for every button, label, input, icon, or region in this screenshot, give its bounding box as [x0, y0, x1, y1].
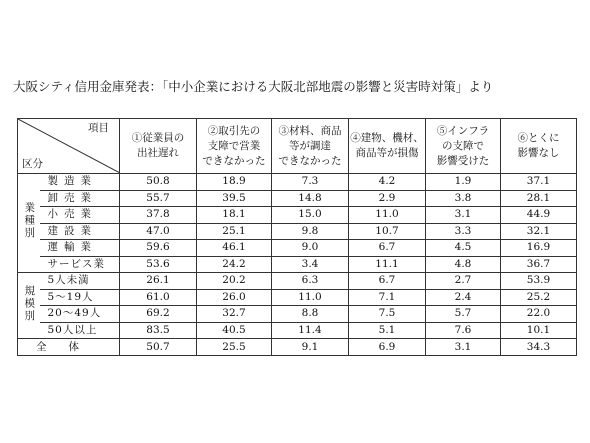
value-cell: 59.6 [120, 240, 197, 257]
value-cell: 4.5 [426, 240, 501, 257]
value-cell: 11.4 [272, 322, 349, 339]
row-label: 建設業 [40, 223, 120, 240]
header-corner [18, 119, 120, 174]
value-cell: 4.2 [349, 174, 426, 191]
value-cell: 1.9 [426, 174, 501, 191]
total-value-cell: 9.1 [272, 339, 349, 356]
total-value-cell: 34.3 [501, 339, 577, 356]
value-cell: 55.7 [120, 190, 197, 207]
value-cell: 32.1 [501, 223, 577, 240]
total-label: 全体 [18, 339, 120, 356]
corner-area-label: 区分 [22, 158, 43, 170]
value-cell: 5.7 [426, 306, 501, 323]
value-cell: 3.1 [426, 207, 501, 224]
column-header-1: ①従業員の 出社遅れ [120, 119, 197, 174]
value-cell: 3.4 [272, 256, 349, 273]
table-row [18, 174, 577, 191]
value-cell: 2.4 [426, 289, 501, 306]
value-cell: 6.3 [272, 273, 349, 290]
value-cell: 32.7 [197, 306, 272, 323]
row-label: 製造業 [40, 174, 120, 191]
value-cell: 36.7 [501, 256, 577, 273]
value-cell: 83.5 [120, 322, 197, 339]
value-cell: 7.5 [349, 306, 426, 323]
value-cell: 6.7 [349, 240, 426, 257]
total-value-cell: 50.7 [120, 339, 197, 356]
value-cell: 44.9 [501, 207, 577, 224]
value-cell: 22.0 [501, 306, 577, 323]
value-cell: 15.0 [272, 207, 349, 224]
value-cell: 24.2 [197, 256, 272, 273]
value-cell: 14.8 [272, 190, 349, 207]
value-cell: 10.1 [501, 322, 577, 339]
value-cell: 7.3 [272, 174, 349, 191]
column-header-2: ②取引先の 支障で営業 できなかった [197, 119, 272, 174]
value-cell: 16.9 [501, 240, 577, 257]
value-cell: 61.0 [120, 289, 197, 306]
value-cell: 7.1 [349, 289, 426, 306]
value-cell: 2.9 [349, 190, 426, 207]
table-row [18, 273, 577, 290]
value-cell: 25.2 [501, 289, 577, 306]
table-row [18, 190, 577, 207]
table-row [18, 256, 577, 273]
column-header-5: ⑤インフラ の支障で 影響受けた [426, 119, 501, 174]
column-header-3: ③材料、商品 等が調達 できなかった [272, 119, 349, 174]
value-cell: 11.1 [349, 256, 426, 273]
table-row [18, 306, 577, 323]
value-cell: 11.0 [349, 207, 426, 224]
value-cell: 11.0 [272, 289, 349, 306]
value-cell: 69.2 [120, 306, 197, 323]
value-cell: 2.7 [426, 273, 501, 290]
value-cell: 20.2 [197, 273, 272, 290]
group-label: 規模別 [23, 284, 36, 323]
value-cell: 25.1 [197, 223, 272, 240]
column-header-6: ⑥とくに 影響なし [501, 119, 577, 174]
value-cell: 26.1 [120, 273, 197, 290]
row-label: 50人以上 [40, 322, 120, 339]
value-cell: 9.8 [272, 223, 349, 240]
value-cell: 39.5 [197, 190, 272, 207]
corner-item-label: 項目 [88, 122, 109, 134]
value-cell: 46.1 [197, 240, 272, 257]
survey-table [17, 118, 577, 356]
value-cell: 26.0 [197, 289, 272, 306]
row-label: サービス業 [40, 256, 120, 273]
group-label-cell [18, 273, 40, 339]
total-value-cell: 25.5 [197, 339, 272, 356]
table-row [18, 322, 577, 339]
value-cell: 4.8 [426, 256, 501, 273]
value-cell: 50.8 [120, 174, 197, 191]
row-label: 5～19人 [40, 289, 120, 306]
table-row [18, 240, 577, 257]
row-label: 運輸業 [40, 240, 120, 257]
total-row [18, 339, 577, 356]
value-cell: 3.3 [426, 223, 501, 240]
value-cell: 53.6 [120, 256, 197, 273]
value-cell: 18.9 [197, 174, 272, 191]
table-body [18, 174, 577, 356]
row-label: 20～49人 [40, 306, 120, 323]
value-cell: 47.0 [120, 223, 197, 240]
group-label: 業種別 [23, 202, 36, 240]
table-row [18, 289, 577, 306]
value-cell: 18.1 [197, 207, 272, 224]
value-cell: 8.8 [272, 306, 349, 323]
value-cell: 5.1 [349, 322, 426, 339]
group-label-cell [18, 174, 40, 273]
page-title: 大阪シティ信用金庫発表：「中小企業における大阪北部地震の影響と災害時対策」より [13, 79, 494, 94]
value-cell: 9.0 [272, 240, 349, 257]
value-cell: 40.5 [197, 322, 272, 339]
value-cell: 3.8 [426, 190, 501, 207]
row-label: 卸売業 [40, 190, 120, 207]
value-cell: 28.1 [501, 190, 577, 207]
total-value-cell: 3.1 [426, 339, 501, 356]
total-value-cell: 6.9 [349, 339, 426, 356]
value-cell: 7.6 [426, 322, 501, 339]
value-cell: 10.7 [349, 223, 426, 240]
row-label: 小売業 [40, 207, 120, 224]
value-cell: 37.1 [501, 174, 577, 191]
value-cell: 53.9 [501, 273, 577, 290]
value-cell: 37.8 [120, 207, 197, 224]
table-row [18, 223, 577, 240]
table-row [18, 207, 577, 224]
row-label: 5人未満 [40, 273, 120, 290]
column-header-4: ④建物、機材、 商品等が損傷 [349, 119, 426, 174]
value-cell: 6.7 [349, 273, 426, 290]
